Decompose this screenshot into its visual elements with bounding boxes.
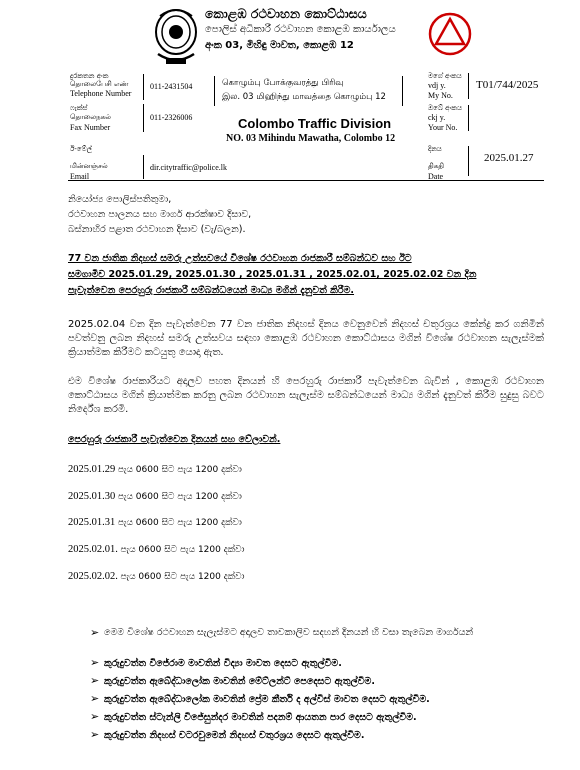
tel-label-1: දුරකතන අංක bbox=[70, 72, 109, 80]
schedule-row bbox=[68, 491, 242, 502]
schedule-date: 2025.02.01. bbox=[68, 544, 118, 555]
org-name-sinhala: කොළඹ රථවාහන කොට්ඨාසය bbox=[205, 6, 367, 21]
recipient-line-2: රථවාහන පාලනය සහ මාර්ග ආරක්ෂාව දිසාව, bbox=[68, 209, 252, 220]
arrow-bullet-icon: ➢ bbox=[90, 626, 100, 639]
schedule-time: පැය 0600 සිට පැය 1200 දක්වා bbox=[117, 518, 242, 528]
date-label-3: Date bbox=[428, 172, 444, 181]
subject bbox=[68, 251, 544, 299]
email-label-3: Email bbox=[70, 172, 90, 181]
english-division-address: NO. 03 Mihindu Mawatha, Colombo 12 bbox=[226, 133, 396, 144]
recipient-line-3: බස්නාහිර පළාත රථවාහන දිසාව (වැ/බලන). bbox=[68, 224, 246, 235]
email-value: dir.citytraffic@police.lk bbox=[150, 163, 227, 172]
email-label-1: ඊ-මේල් bbox=[70, 145, 92, 153]
bullet-item: ➢ කුරුදුවත්ත ඇබේද්ධාලෝක මාවතින් මේට්ලන්ට් පෙදෙසට ඇතුල්වීම. bbox=[90, 674, 375, 687]
your-no-label-1: ඔබේ අංකය bbox=[428, 104, 462, 112]
tel-value: 011-2431504 bbox=[150, 82, 193, 91]
bullet-item: ➢ මෙම විශේෂ රථවාහන සැලැස්මට අදාලව තාවකාලිව සදහන් දිනයන් හි වසා තැබෙන මාර්ගයන් bbox=[90, 626, 474, 639]
my-no-value: T01/744/2025 bbox=[476, 79, 539, 91]
my-no-label-3: My No. bbox=[428, 91, 453, 100]
fax-label-2: தொலைநகல் bbox=[70, 113, 111, 121]
fax-label-3: Fax Number bbox=[70, 123, 111, 132]
email-label-2: மின்னஞ்சல் bbox=[70, 162, 108, 170]
fax-label-1: ෆැක්ස් bbox=[70, 104, 88, 112]
schedule-date: 2025.01.30 bbox=[68, 491, 116, 502]
schedule-date: 2025.01.31 bbox=[68, 517, 116, 528]
tel-label-2: தொலைபேசி எண் bbox=[70, 80, 129, 88]
recipient-line-1: නියෝජ්‍ය පොලිස්පතිතුමා, bbox=[68, 194, 172, 205]
your-no-label-3: Your No. bbox=[428, 123, 458, 132]
schedule-time: පැය 0600 සිට පැය 1200 දක්වා bbox=[117, 492, 242, 502]
bullet-item: ➢ කුරුදුවත්ත නිදහස් චටරවුමෙන් නිදහස් චතුරශ්‍රය දෙසට ඇතුල්වීම. bbox=[90, 728, 365, 741]
subject-line-1: 77 වන ජාතික නිදහස් සමරු උත්සවයේ විශේෂ රථවාහන රාජකාරී සම්බන්ධව සහ ඊට bbox=[68, 253, 412, 264]
org-name-secondary: පොලිස් අධිකාරී රථවාහන කොළඹ කාර්යාලය bbox=[205, 24, 396, 35]
schedule-row bbox=[68, 544, 244, 555]
bullet-item: ➢ කුරුදුවත්ත විජේරාම මාවතින් විද්‍යා මාවත දෙසට ඇතුල්වීම. bbox=[90, 656, 342, 669]
date-value: 2025.01.27 bbox=[484, 152, 534, 164]
date-label-2: திகதி bbox=[428, 162, 444, 170]
schedule-time: පැය 0600 සිට පැය 1200 දක්වා bbox=[117, 465, 242, 475]
tel-label-3: Telephone Number bbox=[70, 89, 132, 98]
schedule-time: පැය 0600 සිට පැය 1200 දක්වා bbox=[120, 572, 245, 582]
bullet-item: ➢ කුරුදුවත්ත ඇබේද්ධාලෝක මාවතින් ප්‍රේම කීර්ති ද අල්විස් මාවත දෙසට ඇතුල්වීම. bbox=[90, 692, 430, 705]
fax-value: 011-2326006 bbox=[150, 113, 193, 122]
my-no-label-2: vdj y. bbox=[428, 81, 446, 90]
schedule-date: 2025.02.02. bbox=[68, 571, 118, 582]
arrow-bullet-icon: ➢ bbox=[90, 710, 100, 723]
schedule-time: පැය 0600 සිට පැය 1200 දක්වා bbox=[120, 545, 245, 555]
schedule-row bbox=[68, 464, 242, 475]
arrow-bullet-icon: ➢ bbox=[90, 674, 100, 687]
schedule-row bbox=[68, 517, 242, 528]
schedule-heading: පෙරහුරු රාජකාරී පැවැත්වෙන දිනයන් සහ වේලාවන්. bbox=[68, 434, 281, 445]
paragraph-1: 2025.02.04 වන දින පැවැත්වෙන 77 වන ජාතික නිදහස් දිනය වෙනුවෙන් නිදහස් චතුරශ්‍රය කේන්ද්‍ර කර ගනිමින් පවත්වනු ලබන නිදහස් සමරු උත්සවය සඳහා කොළඹ රථවාහන කොට්ඨාසය මගින් විශේෂ රථවාහන සැලැස්මක් ක්‍රියාත්මක කිරීමට කටයුතු යොදා ඇත. bbox=[68, 319, 544, 358]
tamil-line-2: இல. 03 மிஹிந்து மாவத்தை கொழும்பு 12 bbox=[222, 92, 386, 102]
your-no-label-2: ckj y. bbox=[428, 113, 446, 122]
arrow-bullet-icon: ➢ bbox=[90, 728, 100, 741]
date-label-1: දිනය bbox=[428, 145, 442, 153]
tamil-line-1: கொழும்பு போக்குவரத்து பிரிவு bbox=[222, 78, 344, 88]
tamil-address-box bbox=[214, 74, 404, 108]
bullet-item: ➢ කුරුදුවත්ත ස්ටැන්ලි විජේසුන්දර මාවතින් පදනම් ආයතන පාර දෙසට ඇතුල්වීම. bbox=[90, 710, 417, 723]
paragraph-2: එම විශේෂ රාජකාරියට අදාලව පහත දිනයන් හි පෙරහුරු රාජකාරී පැවැත්වෙන බැවින් , කොළඹ රථවාහන කොට්ඨාසය මගින් ක්‍රියාත්මක කරනු ලබන රථවාහන සැලැස්ම සම්බන්ධයෙන් මාධ්‍ය මගින් දැනුවත් කිරීම සුදුසු බවට නිර්දේශ කරමි. bbox=[68, 376, 544, 415]
schedule-row bbox=[68, 571, 244, 582]
english-division-name: Colombo Traffic Division bbox=[238, 116, 392, 131]
org-address-sinhala: අංක 03, මිහිඳු මාවත, කොළඹ 12 bbox=[205, 40, 354, 51]
subject-line-2: සමගාමීව 2025.01.29, 2025.01.30 , 2025.01.31 , 2025.02.01, 2025.02.02 වන දින bbox=[68, 269, 477, 280]
my-no-label-1: මගේ අංකය bbox=[428, 72, 462, 80]
schedule-date: 2025.01.29 bbox=[68, 464, 116, 475]
police-emblem-icon bbox=[152, 4, 200, 70]
arrow-bullet-icon: ➢ bbox=[90, 656, 100, 669]
arrow-bullet-icon: ➢ bbox=[90, 692, 100, 705]
triangle-logo-icon bbox=[428, 12, 472, 56]
subject-line-3: පැවැත්වෙන පෙරහුරු රාජකාරී සම්බන්ධයෙන් මාධ්‍ය මගින් දැනුවත් කිරීම. bbox=[68, 285, 355, 296]
